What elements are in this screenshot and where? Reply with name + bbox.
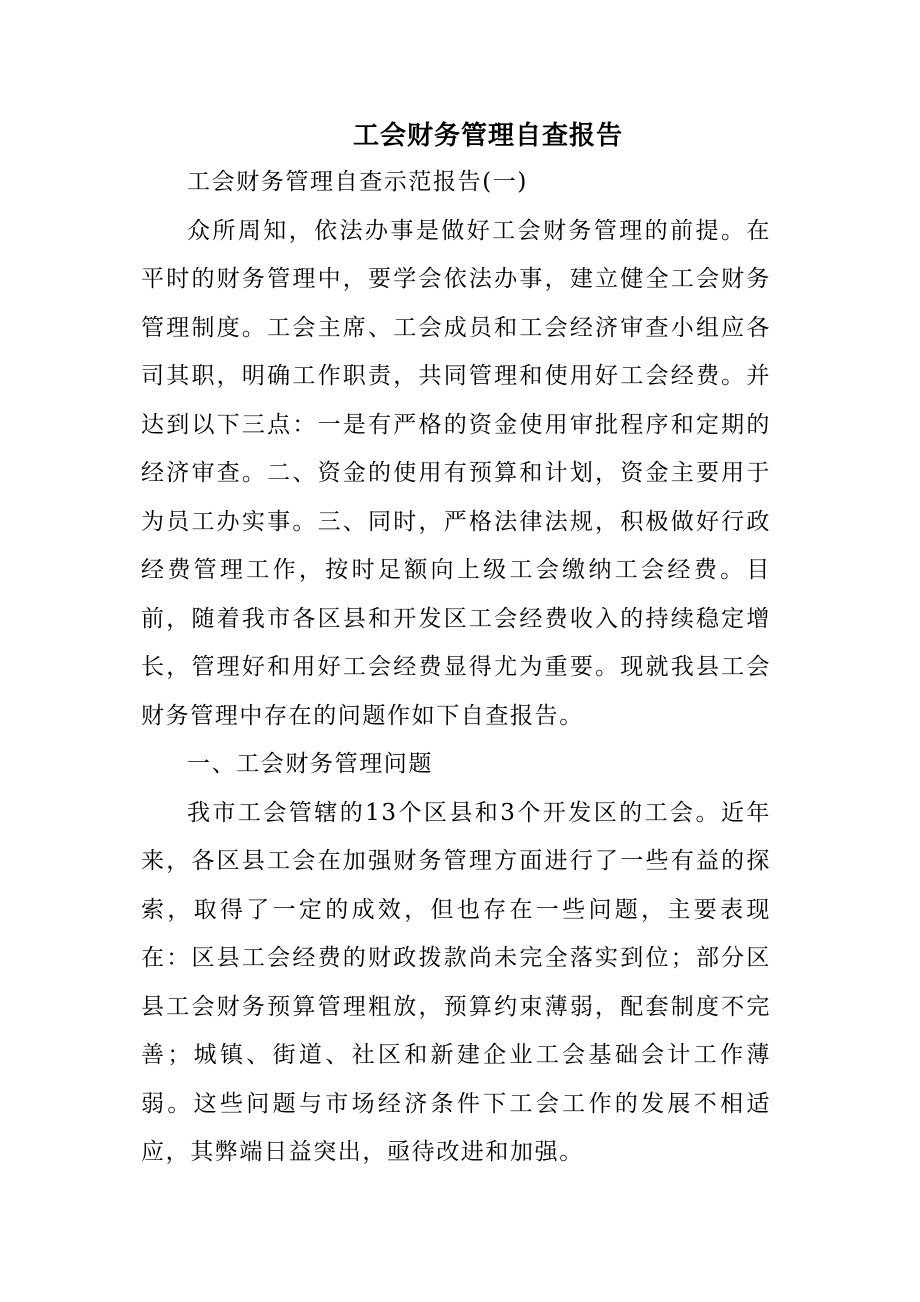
document-title: 工会财务管理自查报告 [352, 121, 623, 151]
body-paragraph: 众所周知，依法办事是做好工会财务管理的前提。在平时的财务管理中，要学会依法办事，建立健全工会财务管理制度。工会主席、工会成员和工会经济审查小组应各司其职，明确工作职责，共同管理和使用好工会经费。并达到以下三点：一是有严格的资金使用审批程序和定期的经济审查。二、资金的使用有预算和计划，资金主要用于为员工办实事。三、同时，严格法律法规，积极做好行政经费管理工作，按时足额向上级工会缴纳工会经费。目前，随着我市各区县和开发区工会经费收入的持续稳定增长，管理好和用好工会经费显得尤为重要。现就我县工会财务管理中存在的问题作如下自查报告。 [141, 217, 771, 729]
document-subtitle: 工会财务管理自查示范报告(一) [187, 169, 528, 195]
document-body [141, 158, 771, 1177]
section-paragraph: 我市工会管辖的13个区县和3个开发区的工会。近年来，各区县工会在加强财务管理方面进行了一些有益的探索，取得了一定的成效，但也存在一些问题，主要表现在：区县工会经费的财政拨款尚未完全落实到位；部分区县工会财务预算管理粗放，预算约束薄弱，配套制度不完善；城镇、街道、社区和新建企业工会基础会计工作薄弱。这些问题与市场经济条件下工会工作的发展不相适应，其弊端日益突出，亟待改进和加强。 [141, 799, 771, 1165]
section-heading: 一、工会财务管理问题 [187, 751, 433, 777]
